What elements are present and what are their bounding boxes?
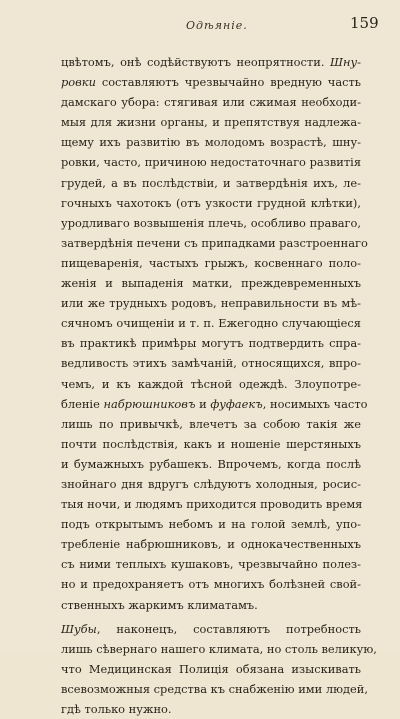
paragraph bbox=[61, 52, 368, 615]
text-run: лишь по привычкѣ, влечетъ за собою такія же bbox=[61, 416, 361, 431]
text-line bbox=[61, 414, 361, 434]
text-line bbox=[61, 574, 361, 594]
text-run: или же трудныхъ родовъ, неправильности въ мѣ- bbox=[61, 296, 361, 311]
text-run: всевозможныя средства къ снабженію ими людей, bbox=[61, 681, 368, 696]
text-run: мыя для жизни органы, и препятствуя надлежа- bbox=[61, 115, 361, 130]
text-run: грудей, а въ послѣдствіи, и затвердѣнія ихъ, ле- bbox=[61, 175, 361, 190]
text-run: пищеваренія, частыхъ грыжъ, косвеннаго поло- bbox=[61, 255, 361, 270]
text-run: ственныхъ жаркимъ климатамъ. bbox=[61, 597, 258, 612]
text-run: чемъ, и къ каждой тѣсной одеждѣ. Злоупотре- bbox=[61, 376, 361, 391]
text-run: лишь сѣвернаго нашего климата, но столь великую, bbox=[61, 641, 377, 656]
text-run: подъ открытымъ небомъ и на голой землѣ, упо- bbox=[61, 517, 361, 532]
text-line bbox=[61, 92, 361, 112]
italic-term: ровки bbox=[61, 75, 96, 90]
text-run: уродливаго возвышенія плечь, особливо праваго, bbox=[61, 215, 361, 230]
text-line bbox=[61, 112, 361, 132]
text-line bbox=[61, 659, 361, 679]
text-line bbox=[61, 293, 361, 313]
text-line bbox=[61, 333, 361, 353]
text-run: въ практикѣ примѣры могутъ подтвердить спра- bbox=[61, 336, 361, 351]
text-run: , наконецъ, составляютъ потребность bbox=[96, 621, 361, 636]
text-line bbox=[61, 554, 361, 574]
text-line bbox=[61, 72, 361, 92]
text-run: знойнаго дня вдругъ слѣдуютъ холодныя, росис- bbox=[61, 476, 361, 491]
text-line bbox=[61, 273, 361, 293]
body-text bbox=[61, 52, 377, 719]
text-run: , носимыхъ часто bbox=[262, 396, 368, 411]
text-run: бленіе bbox=[61, 396, 104, 411]
text-line bbox=[61, 679, 368, 699]
text-line bbox=[61, 52, 361, 72]
italic-term: Шубы bbox=[61, 621, 97, 636]
text-line bbox=[61, 374, 361, 394]
text-run: щему ихъ развитію въ молодомъ возрастѣ, шну- bbox=[61, 135, 361, 150]
text-run: сячномъ очищеніи и т. п. Ежегодно случающіеся bbox=[61, 316, 361, 331]
paragraph bbox=[61, 619, 377, 719]
text-run: почти послѣдствія, какъ и ношеніе шерстяныхъ bbox=[61, 436, 361, 451]
text-run: ведливость этихъ замѣчаній, относящихся, впро- bbox=[61, 356, 361, 371]
text-line bbox=[61, 152, 361, 172]
text-run: и bbox=[195, 396, 211, 411]
text-line bbox=[61, 494, 361, 514]
text-run: женія и выпаденія матки, преждевременныхъ bbox=[61, 276, 361, 291]
text-run: тыя ночи, и людямъ приходится проводить время bbox=[61, 497, 363, 512]
text-line bbox=[61, 313, 361, 333]
text-run: затвердѣнія печени съ припадками разстроеннаго bbox=[61, 235, 368, 250]
text-line bbox=[61, 534, 361, 554]
italic-term: набрюшниковъ bbox=[103, 396, 196, 411]
text-line bbox=[61, 454, 361, 474]
text-line bbox=[61, 619, 361, 639]
text-line bbox=[61, 639, 377, 659]
text-line bbox=[61, 253, 361, 273]
text-line bbox=[61, 173, 361, 193]
text-run: ровки, часто, причиною недостаточнаго развитія bbox=[61, 155, 361, 170]
text-run: дамскаго убора: стягивая или сжимая необходи- bbox=[61, 95, 361, 110]
text-line bbox=[61, 699, 361, 719]
text-run: требленіе набрюшниковъ, и однокачественныхъ bbox=[61, 537, 361, 552]
text-line bbox=[61, 595, 361, 615]
text-line bbox=[61, 394, 368, 414]
text-run: гдѣ только нужно. bbox=[61, 702, 172, 716]
text-line bbox=[61, 514, 361, 534]
text-run: гочныхъ чахотокъ (отъ узкости грудной клѣтки), bbox=[61, 195, 361, 210]
text-run: составляютъ чрезвычайно вредную часть bbox=[95, 75, 361, 90]
text-line bbox=[61, 213, 361, 233]
italic-term: Шну- bbox=[330, 55, 361, 69]
page-number: 159 bbox=[350, 14, 379, 32]
text-run: что Медицинская Полиція обязана изыскивать bbox=[61, 661, 361, 676]
text-line bbox=[61, 132, 361, 152]
text-run: цвѣтомъ, онѣ содѣйствуютъ неопрятности. bbox=[61, 55, 331, 69]
text-run: и бумажныхъ рубашекъ. Впрочемъ, когда послѣ bbox=[61, 456, 361, 471]
text-run: съ ними теплыхъ кушаковъ, чрезвычайно полез- bbox=[61, 557, 361, 572]
italic-term: фуфаекъ bbox=[210, 396, 263, 411]
text-line bbox=[61, 474, 361, 494]
text-line bbox=[61, 233, 368, 253]
text-line bbox=[61, 353, 361, 373]
running-head: Одѣяніе. bbox=[186, 19, 248, 32]
text-line bbox=[61, 193, 361, 213]
text-line bbox=[61, 434, 361, 454]
text-run: но и предохраняетъ отъ многихъ болѣзней свой- bbox=[61, 577, 361, 592]
